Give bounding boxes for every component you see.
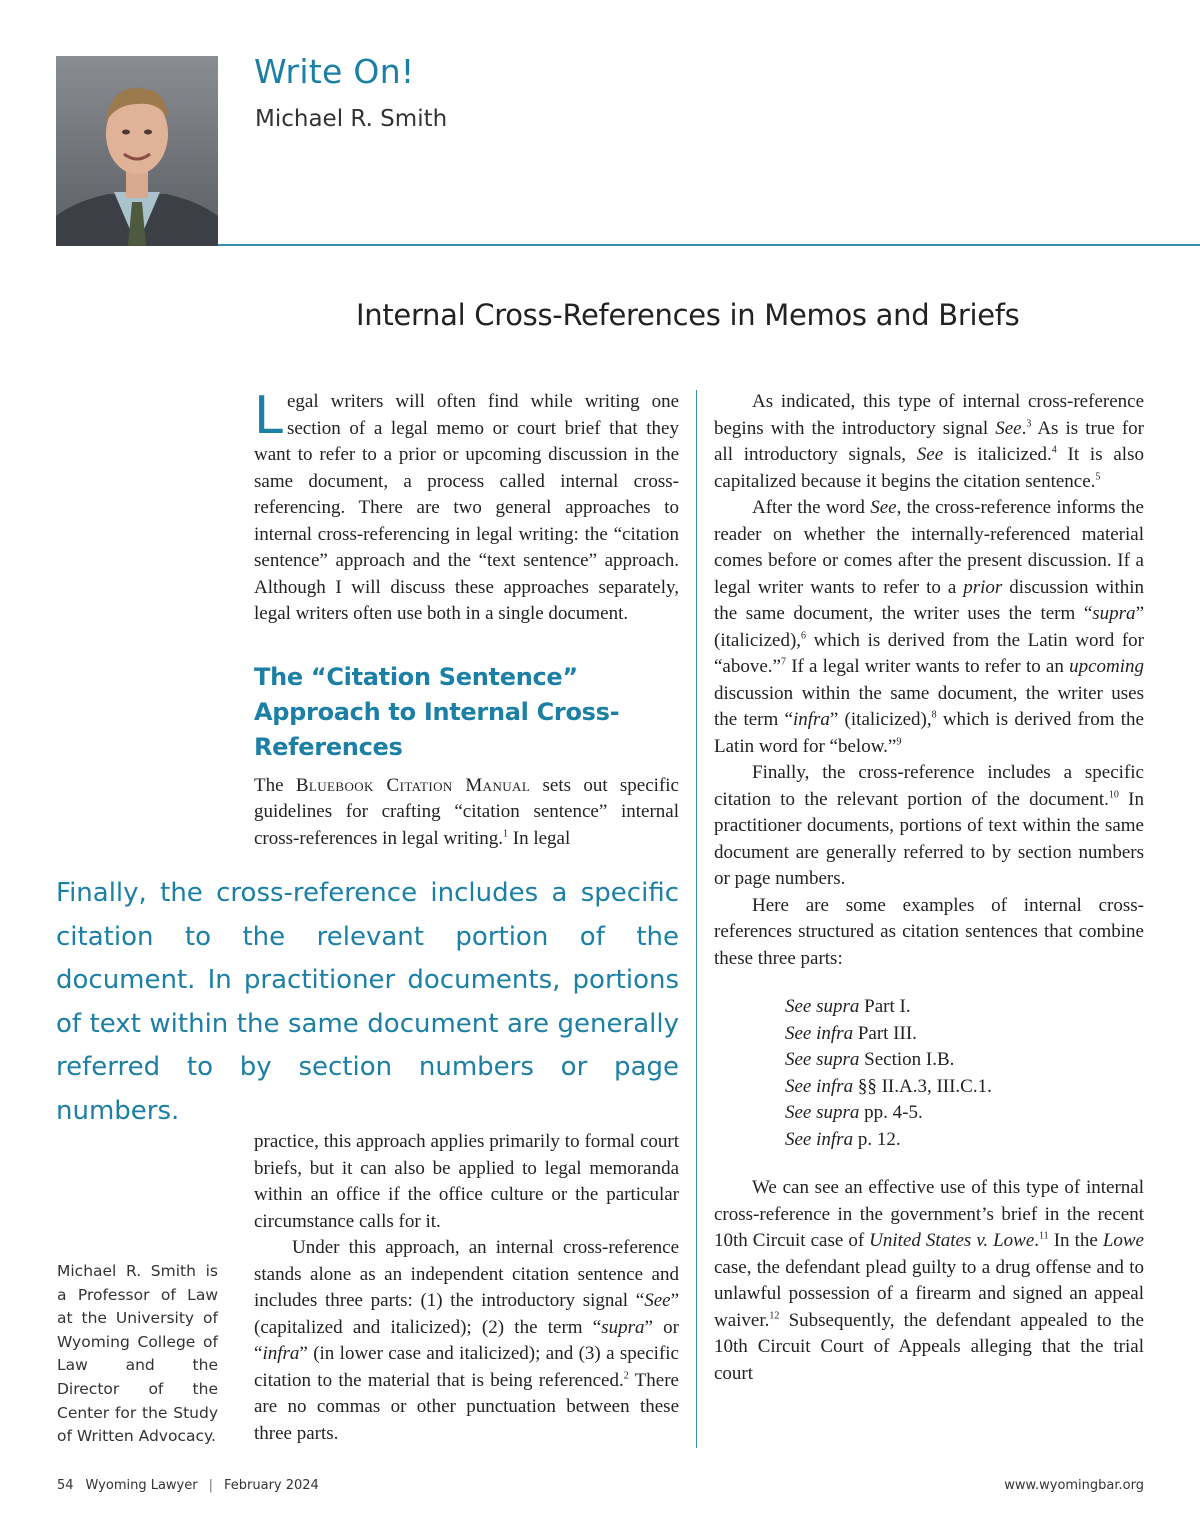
footnote-ref: 2: [623, 1370, 629, 1382]
column-title: Write On!: [254, 52, 415, 91]
footnote-ref: 7: [780, 656, 786, 668]
list-item: See infra §§ II.A.3, III.C.1.: [785, 1075, 992, 1097]
footnote-ref: 9: [896, 736, 902, 748]
lowe-case-paragraph: We can see an effective use of this type of internal cross-reference in the government’s brief in the recent 10th Circuit case of United States v. Lowe.$^{11}$ In the Lowe case, the defendant plead guilty to a drug offense and to unlawful possession of a firearm and signed an appeal waiver.$^{12}$ Subsequently, the defendant appealed to the 10th Circuit Court of Appeals alleging that the trial court: [714, 1177, 1144, 1384]
continued-paragraph: practice, this approach applies primarily to formal court briefs, but it can also be applied to legal memoranda within an office if the office culture or the particular circumstance calls for it.: [254, 1131, 679, 1232]
footnote-ref: 8: [931, 709, 937, 721]
bluebook-title: Bluebook Citation Manual: [295, 774, 531, 796]
column-1-bottom: [254, 1129, 679, 1447]
footer-left: [57, 1478, 319, 1493]
section-heading: The “Citation Sentence” Approach to Internal Cross-References: [254, 662, 620, 761]
issue-date: February 2024: [224, 1478, 319, 1493]
supra-infra-paragraph: After the word See, the cross-reference informs the reader on whether the internally-referenced material comes before or comes after the present discussion. If a legal writer wants to refer to a prior discussion within the same document, the writer uses the term “supra” (italicized),$^6$ which is derived from the Latin word for “above.”$^7$ If a legal writer wants to refer to an upcoming discussion within the same document, the writer uses the term “infra” (italicized),$^8$ which is derived from the Latin word for “below.”$^9$: [714, 497, 1144, 757]
website-link[interactable]: www.wyomingbar.org: [1004, 1478, 1144, 1493]
article-title: Internal Cross-References in Memos and Briefs: [356, 298, 1020, 332]
footnote-ref: 11: [1039, 1230, 1049, 1242]
examples-intro-paragraph: Here are some examples of internal cross-references structured as citation sentences that combine these three parts:: [714, 894, 1144, 969]
author-bio: Michael R. Smith is a Professor of Law at the University of Wyoming College of Law and the Director of the Center for the Study of Written Advocacy.: [57, 1262, 218, 1446]
list-item: See supra pp. 4-5.: [785, 1102, 923, 1123]
signal-paragraph: As indicated, this type of internal cross-reference begins with the introductory signal See.$^3$ As is true for all introductory signals, See is italicized.$^4$ It is also capitalized because it begins the citation sentence.$^5$: [714, 391, 1144, 492]
list-item: See supra Part I.: [785, 996, 911, 1017]
publication-name: Wyoming Lawyer: [85, 1478, 198, 1493]
list-item: See infra Part III.: [785, 1022, 917, 1044]
footnote-ref: 3: [1026, 418, 1032, 430]
column-divider: [696, 390, 697, 1448]
footnote-ref: 1: [503, 828, 509, 840]
header-rule: [218, 244, 1200, 246]
column-2: [714, 389, 1144, 1387]
bluebook-paragraph: The Bluebook Citation Manual sets out specific guidelines for crafting “citation sentence” internal cross-references in legal writing.$^1$ In legal: [254, 774, 679, 849]
footnote-ref: 6: [801, 630, 807, 642]
intro-paragraph: Legal writers will often find while writing one section of a legal memo or court brief that they want to refer to a prior or upcoming discussion in the same document, a process called internal cross-referencing. There are two general approaches to internal cross-referencing in legal writing: the “citation sentence” approach and the “text sentence” approach. Although I will discuss these approaches separately, legal writers often use both in a single document.: [254, 386, 679, 624]
footnote-ref: 5: [1095, 471, 1101, 483]
author-photo: [56, 56, 218, 246]
three-parts-paragraph: Under this approach, an internal cross-reference stands alone as an independent citation sentence and includes three parts: (1) the introductory signal “See” (capitalized and italicized); (2) the term “supra” or “infra” (in lower case and italicized); and (3) a specific citation to the material that is being referenced.$^2$ There are no commas or other punctuation between these three parts.: [254, 1237, 679, 1444]
footnote-ref: 4: [1051, 444, 1057, 456]
footnote-ref: 10: [1108, 789, 1119, 801]
drop-cap: L: [254, 386, 283, 446]
footnote-ref: 12: [769, 1310, 780, 1322]
author-name: Michael R. Smith: [255, 106, 448, 132]
column-1-top: [254, 386, 679, 852]
pull-quote: Finally, the cross-reference includes a specific citation to the relevant portion of the document. In practitioner documents, portions of text within the same document are generally referred to by section numbers or page numbers.: [56, 878, 679, 1126]
author-headshot-photo: [56, 56, 218, 246]
page-number: 54: [57, 1478, 74, 1493]
specific-citation-paragraph: Finally, the cross-reference includes a specific citation to the relevant portion of the document.$^{10}$ In practitioner documents, portions of text within the same document are generally referred to by section numbers or page numbers.: [714, 762, 1144, 889]
footer-separator: |: [208, 1478, 213, 1493]
list-item: See supra Section I.B.: [785, 1049, 955, 1070]
list-item: See infra p. 12.: [785, 1128, 901, 1150]
examples-list: [785, 994, 1144, 1153]
